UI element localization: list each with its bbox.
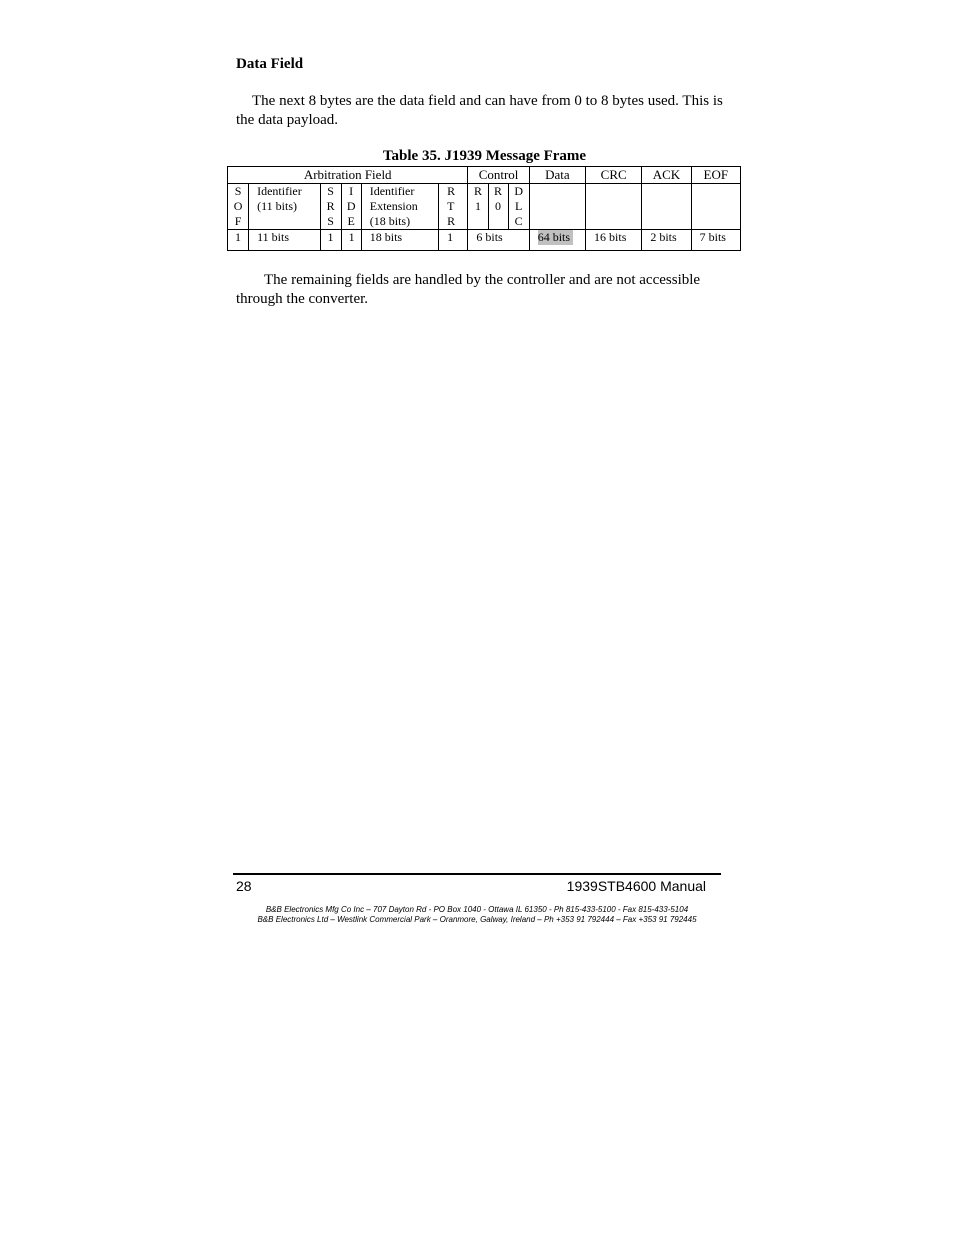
field-dlc-line: L bbox=[514, 199, 523, 213]
intro-paragraph bbox=[236, 92, 726, 130]
field-r0-line: R bbox=[494, 184, 503, 198]
field-eof-empty bbox=[691, 184, 740, 230]
field-crc-empty bbox=[586, 184, 642, 230]
bits-sof: 1 bbox=[228, 230, 249, 251]
bits-ack: 2 bits bbox=[642, 230, 691, 251]
field-srs bbox=[320, 184, 341, 230]
field-dlc bbox=[508, 184, 529, 230]
field-ide-line: I bbox=[349, 184, 354, 198]
group-ack: ACK bbox=[642, 167, 691, 184]
bits-identifier: 11 bits bbox=[249, 230, 320, 251]
bits-control: 6 bits bbox=[468, 230, 529, 251]
closing-text: The remaining fields are handled by the controller and are not accessible through the converter. bbox=[236, 272, 701, 307]
field-identifier-extension-line: Extension bbox=[369, 199, 418, 213]
bits-crc: 16 bits bbox=[586, 230, 642, 251]
field-sof-line: F bbox=[234, 214, 242, 228]
group-control: Control bbox=[468, 167, 529, 184]
field-rtr-line: T bbox=[447, 199, 455, 213]
group-data: Data bbox=[529, 167, 585, 184]
field-identifier-extension-line: (18 bits) bbox=[369, 214, 411, 228]
bits-srs: 1 bbox=[320, 230, 341, 251]
bits-rtr: 1 bbox=[439, 230, 468, 251]
footer-address-ireland: B&B Electronics Ltd – Westlink Commercial Park – Oranmore, Galway, Ireland – Ph +353 91 792444 – Fax +353 91 792445 bbox=[257, 915, 697, 924]
field-sof-line: S bbox=[234, 184, 242, 198]
field-sof bbox=[228, 184, 249, 230]
group-header-row bbox=[228, 167, 741, 184]
field-identifier-line: Identifier bbox=[257, 184, 302, 198]
field-r1-line: 1 bbox=[474, 199, 481, 213]
field-r0-line: 0 bbox=[495, 199, 502, 213]
footer-rule bbox=[233, 873, 721, 875]
field-sof-line: O bbox=[233, 199, 243, 213]
field-srs-line: S bbox=[327, 214, 334, 228]
bit-count-row bbox=[228, 230, 741, 251]
field-identifier bbox=[249, 184, 320, 230]
group-arbitration: Arbitration Field bbox=[228, 167, 468, 184]
group-eof: EOF bbox=[691, 167, 740, 184]
field-r1 bbox=[468, 184, 488, 230]
field-dlc-line: D bbox=[514, 184, 523, 198]
field-rtr-line: R bbox=[447, 184, 456, 198]
field-srs-line: S bbox=[327, 184, 334, 198]
field-srs-line: R bbox=[326, 199, 335, 213]
field-ide bbox=[341, 184, 361, 230]
footer-address-us: B&B Electronics Mfg Co Inc – 707 Dayton Rd - PO Box 1040 - Ottawa IL 61350 - Ph 815-433-5100 - Fax 815-433-5104 bbox=[265, 905, 689, 914]
manual-title: 1939STB4600 Manual bbox=[566, 878, 706, 894]
field-rtr bbox=[439, 184, 468, 230]
bits-identifier-extension: 18 bits bbox=[361, 230, 438, 251]
table-caption: Table 35. J1939 Message Frame bbox=[382, 148, 587, 164]
field-identifier-line: (11 bits) bbox=[257, 199, 297, 213]
section-heading: Data Field bbox=[236, 56, 304, 72]
field-rtr-line: R bbox=[447, 214, 456, 228]
field-ide-line: D bbox=[346, 199, 356, 213]
field-r1-line: R bbox=[473, 184, 482, 198]
field-r0 bbox=[488, 184, 508, 230]
bits-eof: 7 bits bbox=[691, 230, 740, 251]
group-crc: CRC bbox=[586, 167, 642, 184]
bits-ide: 1 bbox=[341, 230, 361, 251]
bits-data-cell bbox=[529, 230, 585, 251]
field-name-row bbox=[228, 184, 741, 230]
message-frame-table bbox=[227, 166, 741, 251]
closing-paragraph bbox=[236, 271, 726, 309]
field-identifier-extension bbox=[361, 184, 438, 230]
field-ack-empty bbox=[642, 184, 691, 230]
intro-text: The next 8 bytes are the data field and can have from 0 to 8 bytes used. This is the data payload. bbox=[236, 93, 723, 128]
field-ide-line: E bbox=[347, 214, 355, 228]
field-identifier-extension-line: Identifier bbox=[369, 184, 415, 198]
field-data-empty bbox=[529, 184, 585, 230]
field-dlc-line: C bbox=[514, 214, 523, 228]
page-number: 28 bbox=[236, 878, 252, 894]
bits-data-highlight: 64 bits bbox=[538, 230, 573, 245]
